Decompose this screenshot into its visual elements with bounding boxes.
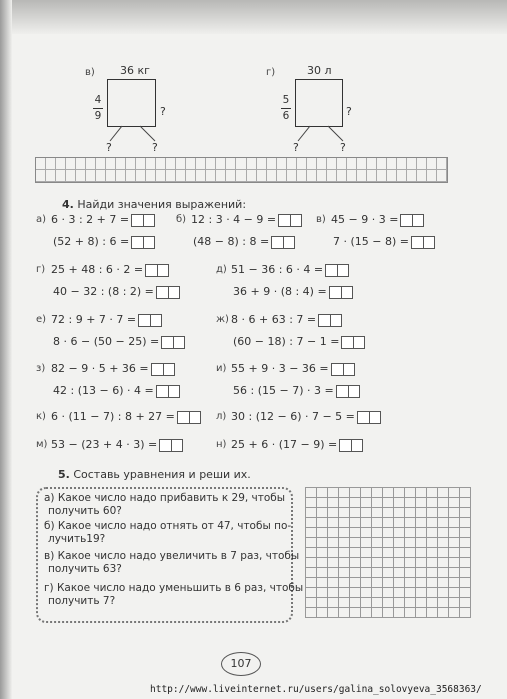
expression-text: 7 · (15 − 8) = xyxy=(333,235,409,248)
diagram-g-total: 30 л xyxy=(307,64,332,77)
answer-box[interactable] xyxy=(325,264,349,277)
task5-problem-line: получить 7? xyxy=(48,595,116,607)
strip-cell xyxy=(106,170,116,182)
diagram-v-question-right: ? xyxy=(160,105,166,118)
task4-expression xyxy=(231,263,349,277)
strip-cell xyxy=(186,158,196,170)
answer-box[interactable] xyxy=(177,411,201,424)
squared-work-grid xyxy=(305,487,471,618)
strip-cell xyxy=(247,170,257,182)
strip-cell xyxy=(56,158,66,170)
task4-expression xyxy=(233,285,353,299)
strip-cell xyxy=(347,170,357,182)
strip-cell xyxy=(307,158,317,170)
strip-cell xyxy=(216,170,226,182)
strip-cell xyxy=(257,170,267,182)
task5-problem-line: получить 63? xyxy=(48,563,122,575)
diagram-g-question-right: ? xyxy=(346,105,352,118)
strip-cell xyxy=(377,158,387,170)
strip-cell xyxy=(206,158,216,170)
page-spine xyxy=(0,0,12,699)
task4-item-label: е) xyxy=(36,314,47,325)
task5-problem-line: лучить19? xyxy=(48,533,106,545)
strip-cell xyxy=(297,170,307,182)
expression-text: 72 : 9 + 7 · 7 = xyxy=(51,313,137,326)
strip-cell xyxy=(337,170,347,182)
strip-cell xyxy=(327,170,337,182)
answer-box[interactable] xyxy=(156,286,180,299)
strip-cell xyxy=(156,158,166,170)
strip-cell xyxy=(277,158,287,170)
strip-cell xyxy=(267,158,277,170)
strip-cell xyxy=(156,170,166,182)
strip-cell xyxy=(186,170,196,182)
strip-cell xyxy=(367,170,377,182)
expression-text: 8 · 6 + 63 : 7 = xyxy=(231,313,317,326)
task4-expression xyxy=(231,438,363,452)
answer-box[interactable] xyxy=(331,363,355,376)
task4-expression xyxy=(51,362,175,376)
expression-text: 12 : 3 · 4 − 9 = xyxy=(191,213,277,226)
strip-cell xyxy=(56,170,66,182)
task5-number: 5. xyxy=(58,468,70,481)
strip-cell xyxy=(327,158,337,170)
answer-box[interactable] xyxy=(336,385,360,398)
strip-cell xyxy=(86,158,96,170)
expression-text: (52 + 8) : 6 = xyxy=(53,235,130,248)
expression-text: 25 + 6 · (17 − 9) = xyxy=(231,438,338,451)
task5-heading xyxy=(58,468,251,481)
strip-cell xyxy=(357,170,367,182)
task4-item-label: з) xyxy=(36,363,46,374)
strip-cell xyxy=(427,170,437,182)
strip-cell xyxy=(216,158,226,170)
answer-box[interactable] xyxy=(400,214,424,227)
strip-cell xyxy=(36,158,46,170)
expression-text: 55 + 9 · 3 − 36 = xyxy=(231,362,329,375)
strip-cell xyxy=(166,170,176,182)
strip-cell xyxy=(176,170,186,182)
expression-text: 6 · 3 : 2 + 7 = xyxy=(51,213,130,226)
strip-cell xyxy=(307,170,317,182)
strip-cell xyxy=(387,158,397,170)
strip-cell xyxy=(126,170,136,182)
strip-cell xyxy=(96,158,106,170)
answer-box[interactable] xyxy=(161,336,185,349)
answer-box[interactable] xyxy=(357,411,381,424)
strip-cell xyxy=(417,170,427,182)
strip-cell xyxy=(357,158,367,170)
task4-expression xyxy=(53,285,180,299)
strip-cell xyxy=(46,170,56,182)
task4-expression xyxy=(233,335,365,349)
expression-text: 56 : (15 − 7) · 3 = xyxy=(233,384,334,397)
strip-cell xyxy=(397,170,407,182)
answer-box[interactable] xyxy=(278,214,302,227)
diagram-v-fraction-bar xyxy=(93,108,103,109)
strip-cell xyxy=(166,158,176,170)
task4-item-label: г) xyxy=(36,264,46,275)
answer-box[interactable] xyxy=(145,264,169,277)
strip-cell xyxy=(247,158,257,170)
strip-cell xyxy=(176,158,186,170)
task4-expression xyxy=(231,362,355,376)
diagram-v-numerator: 4 xyxy=(94,94,102,106)
watermark-url: http://www.liveinternet.ru/users/galina_solovyeva_3568363/ xyxy=(150,684,482,695)
task5-title: Составь уравнения и реши их. xyxy=(73,468,251,481)
task4-expression xyxy=(51,313,162,327)
expression-text: 36 + 9 · (8 : 4) = xyxy=(233,285,327,298)
strip-cell xyxy=(46,158,56,170)
task5-problem-line: г) Какое число надо уменьшить в 6 раз, чтобы xyxy=(44,582,304,594)
strip-cell xyxy=(196,158,206,170)
task4-item-label: и) xyxy=(216,363,227,374)
diagram-v-question-second: ? xyxy=(152,141,158,154)
answer-cell-strip xyxy=(35,157,448,183)
strip-cell xyxy=(337,158,347,170)
expression-text: (60 − 18) : 7 − 1 = xyxy=(233,335,340,348)
diagram-g-numerator: 5 xyxy=(282,94,290,106)
strip-cell xyxy=(317,170,327,182)
task4-item-label: б) xyxy=(176,214,187,225)
answer-box[interactable] xyxy=(271,236,295,249)
answer-box[interactable] xyxy=(329,286,353,299)
task4-expression xyxy=(51,438,183,452)
task5-problem-line: в) Какое число надо увеличить в 7 раз, чтобы xyxy=(44,550,300,562)
task4-expression xyxy=(53,384,180,398)
strip-cell xyxy=(437,158,447,170)
strip-cell xyxy=(36,170,46,182)
task4-expression xyxy=(53,235,155,249)
strip-cell xyxy=(146,158,156,170)
strip-cell xyxy=(407,170,417,182)
diagram-g-square xyxy=(295,79,343,127)
expression-text: 25 + 48 : 6 · 2 = xyxy=(51,263,144,276)
strip-cell xyxy=(277,170,287,182)
strip-cell xyxy=(287,170,297,182)
task4-expression xyxy=(231,313,342,327)
strip-cell xyxy=(196,170,206,182)
strip-cell xyxy=(136,170,146,182)
answer-box[interactable] xyxy=(131,236,155,249)
task5-problem-line: а) Какое число надо прибавить к 29, чтобы xyxy=(44,492,286,504)
answer-box[interactable] xyxy=(341,336,365,349)
strip-cell xyxy=(76,158,86,170)
answer-box[interactable] xyxy=(131,214,155,227)
answer-box[interactable] xyxy=(318,314,342,327)
strip-cell xyxy=(126,158,136,170)
task4-title: Найди значения выражений: xyxy=(77,198,247,211)
strip-cell xyxy=(136,158,146,170)
strip-cell xyxy=(226,170,236,182)
diagram-v-question-left: ? xyxy=(106,141,112,154)
task4-item-label: л) xyxy=(216,411,227,422)
diagram-v-letter: в) xyxy=(85,67,95,78)
strip-cell xyxy=(387,170,397,182)
expression-text: 42 : (13 − 6) · 4 = xyxy=(53,384,154,397)
expression-text: 8 · 6 − (50 − 25) = xyxy=(53,335,160,348)
diagram-g-fraction-bar xyxy=(281,108,291,109)
task4-expression xyxy=(193,235,295,249)
diagram-g-denominator: 6 xyxy=(282,110,290,122)
answer-box[interactable] xyxy=(411,236,435,249)
strip-cell xyxy=(76,170,86,182)
strip-cell xyxy=(66,170,76,182)
task4-expression xyxy=(233,384,360,398)
expression-text: 30 : (12 − 6) · 7 − 5 = xyxy=(231,410,355,423)
task4-item-label: а) xyxy=(36,214,47,225)
task5-problem-line: б) Какое число надо отнять от 47, чтобы по- xyxy=(44,520,292,532)
strip-cell xyxy=(106,158,116,170)
page-top-shadow xyxy=(0,0,507,34)
strip-cell xyxy=(437,170,447,182)
page-number: 107 xyxy=(221,652,261,676)
answer-box[interactable] xyxy=(138,314,162,327)
diagram-v-square xyxy=(107,79,156,127)
diagram-g-letter: г) xyxy=(266,67,276,78)
expression-text: (48 − 8) : 8 = xyxy=(193,235,270,248)
answer-box[interactable] xyxy=(339,439,363,452)
strip-cell xyxy=(347,158,357,170)
strip-cell xyxy=(66,158,76,170)
strip-cell xyxy=(287,158,297,170)
task4-expression xyxy=(331,213,424,227)
expression-text: 40 − 32 : (8 : 2) = xyxy=(53,285,154,298)
strip-cell xyxy=(86,170,96,182)
strip-cell xyxy=(236,158,246,170)
task4-expression xyxy=(51,410,201,424)
task4-number: 4. xyxy=(62,198,74,211)
task4-expression xyxy=(191,213,302,227)
task4-expression xyxy=(333,235,435,249)
task4-heading xyxy=(62,198,246,211)
strip-cell xyxy=(297,158,307,170)
strip-cell xyxy=(397,158,407,170)
strip-cell xyxy=(226,158,236,170)
strip-cell xyxy=(257,158,267,170)
strip-cell xyxy=(236,170,246,182)
diagram-v-total: 36 кг xyxy=(120,64,150,77)
strip-cell xyxy=(267,170,277,182)
expression-text: 53 − (23 + 4 · 3) = xyxy=(51,438,158,451)
strip-cell xyxy=(407,158,417,170)
task4-expression xyxy=(51,213,155,227)
strip-cell xyxy=(116,170,126,182)
answer-box[interactable] xyxy=(156,385,180,398)
task4-item-label: н) xyxy=(216,439,227,450)
diagram-g-question-left: ? xyxy=(293,141,299,154)
task4-item-label: д) xyxy=(216,264,227,275)
answer-box[interactable] xyxy=(159,439,183,452)
strip-cell xyxy=(317,158,327,170)
strip-cell xyxy=(146,170,156,182)
task4-expression xyxy=(231,410,381,424)
expression-text: 6 · (11 − 7) : 8 + 27 = xyxy=(51,410,175,423)
expression-text: 45 − 9 · 3 = xyxy=(331,213,399,226)
diagram-g-question-second: ? xyxy=(340,141,346,154)
task4-expression xyxy=(51,263,169,277)
answer-box[interactable] xyxy=(151,363,175,376)
strip-cell xyxy=(206,170,216,182)
task4-item-label: м) xyxy=(36,439,48,450)
strip-cell xyxy=(427,158,437,170)
strip-cell xyxy=(96,170,106,182)
task4-item-label: к) xyxy=(36,411,46,422)
task5-problem-line: получить 60? xyxy=(48,505,122,517)
strip-cell xyxy=(116,158,126,170)
task4-item-label: в) xyxy=(316,214,326,225)
task4-expression xyxy=(53,335,185,349)
strip-cell xyxy=(377,170,387,182)
diagram-v-denominator: 9 xyxy=(94,110,102,122)
strip-cell xyxy=(367,158,377,170)
task4-item-label: ж) xyxy=(216,314,229,325)
expression-text: 51 − 36 : 6 · 4 = xyxy=(231,263,324,276)
strip-cell xyxy=(417,158,427,170)
expression-text: 82 − 9 · 5 + 36 = xyxy=(51,362,149,375)
